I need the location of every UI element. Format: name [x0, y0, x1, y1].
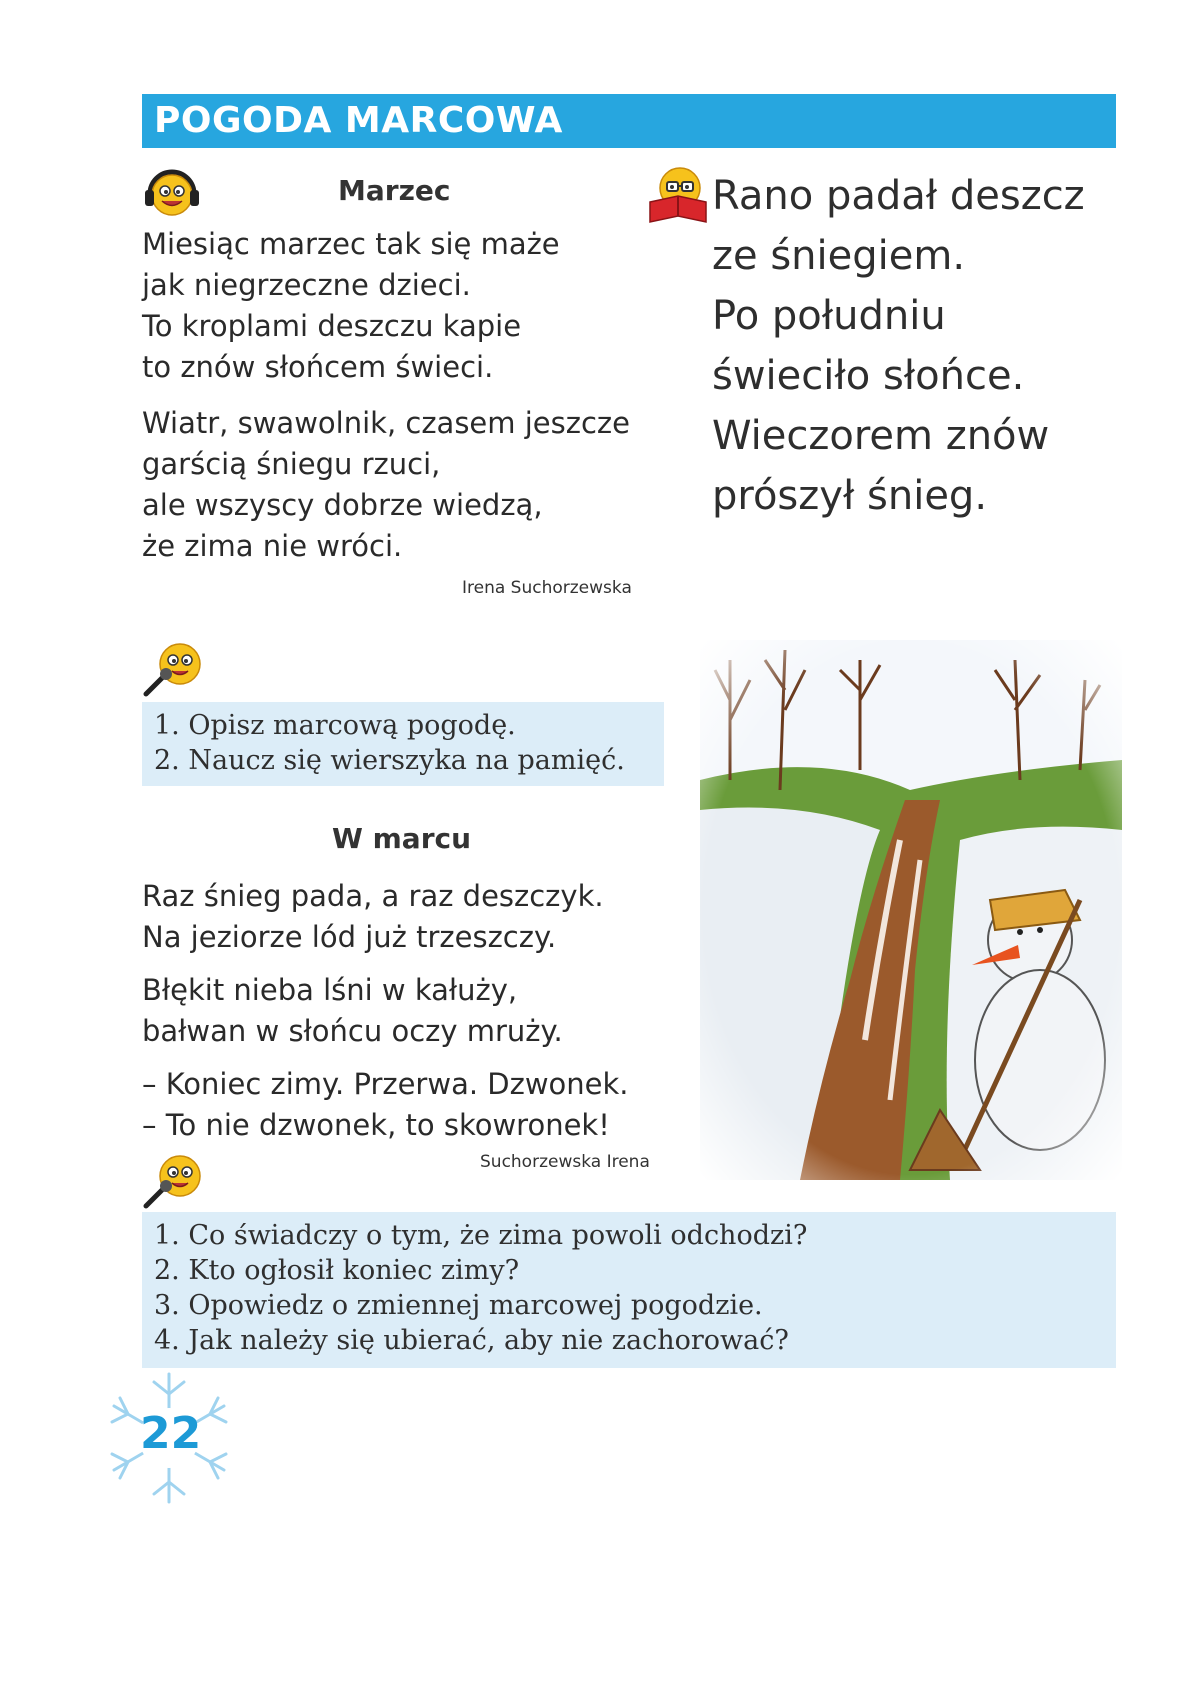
reading-line: Po południu — [712, 293, 946, 339]
poem-stanza — [142, 1064, 702, 1146]
smiley-headphones-icon — [142, 162, 202, 222]
reading-line: świeciło słońce. — [712, 353, 1025, 399]
poem-author: Irena Suchorzewska — [462, 578, 632, 598]
task-box — [142, 1212, 1116, 1368]
task-box — [142, 702, 664, 786]
poem-line: jak niegrzeczne dzieci. — [142, 268, 471, 302]
poem-line: Na jeziorze lód już trzeszczy. — [142, 920, 557, 954]
poem-stanza — [142, 970, 702, 1052]
reading-line: prószył śnieg. — [712, 473, 988, 519]
poem-stanza — [142, 876, 702, 958]
smiley-reading-book-icon — [644, 162, 712, 226]
snowman-illustration — [700, 640, 1122, 1180]
poem-line: Miesiąc marzec tak się maże — [142, 227, 560, 261]
task-item: 3. Opowiedz o zmiennej marcowej pogodzie. — [154, 1290, 763, 1321]
task-item: 1. Co świadczy o tym, że zima powoli odchodzi? — [154, 1220, 808, 1251]
reading-text — [712, 166, 1132, 526]
page-number: 22 — [140, 1408, 202, 1459]
poem-line: Błękit nieba lśni w kałuży, — [142, 973, 518, 1007]
smiley-microphone-icon — [140, 1152, 206, 1210]
poem-line: – Koniec zimy. Przerwa. Dzwonek. — [142, 1067, 629, 1101]
poem-line: że zima nie wróci. — [142, 529, 403, 563]
poem-author: Suchorzewska Irena — [480, 1152, 650, 1172]
poem-stanza — [142, 403, 662, 567]
section-title: POGODA MARCOWA — [154, 100, 563, 141]
task-item: 1. Opisz marcową pogodę. — [154, 710, 516, 741]
smiley-microphone-icon — [140, 640, 206, 698]
reading-line: Rano padał deszcz — [712, 173, 1085, 219]
poem-line: Raz śnieg pada, a raz deszczyk. — [142, 879, 604, 913]
task-item: 2. Naucz się wierszyka na pamięć. — [154, 745, 625, 776]
poem-line: garścią śniegu rzuci, — [142, 447, 441, 481]
poem-line: ale wszyscy dobrze wiedzą, — [142, 488, 543, 522]
task-item: 2. Kto ogłosił koniec zimy? — [154, 1255, 520, 1286]
section-header — [142, 94, 1116, 148]
poem-title: W marcu — [332, 822, 472, 855]
poem-title: Marzec — [338, 174, 451, 207]
reading-line: ze śniegiem. — [712, 233, 966, 279]
poem-line: Wiatr, swawolnik, czasem jeszcze — [142, 406, 630, 440]
poem-line: – To nie dzwonek, to skowronek! — [142, 1108, 610, 1142]
poem-line: to znów słońcem świeci. — [142, 350, 494, 384]
poem-line: bałwan w słońcu oczy mruży. — [142, 1014, 563, 1048]
poem-stanza — [142, 224, 662, 388]
task-item: 4. Jak należy się ubierać, aby nie zachorować? — [154, 1325, 789, 1356]
poem-line: To kroplami deszczu kapie — [142, 309, 522, 343]
reading-line: Wieczorem znów — [712, 413, 1050, 459]
